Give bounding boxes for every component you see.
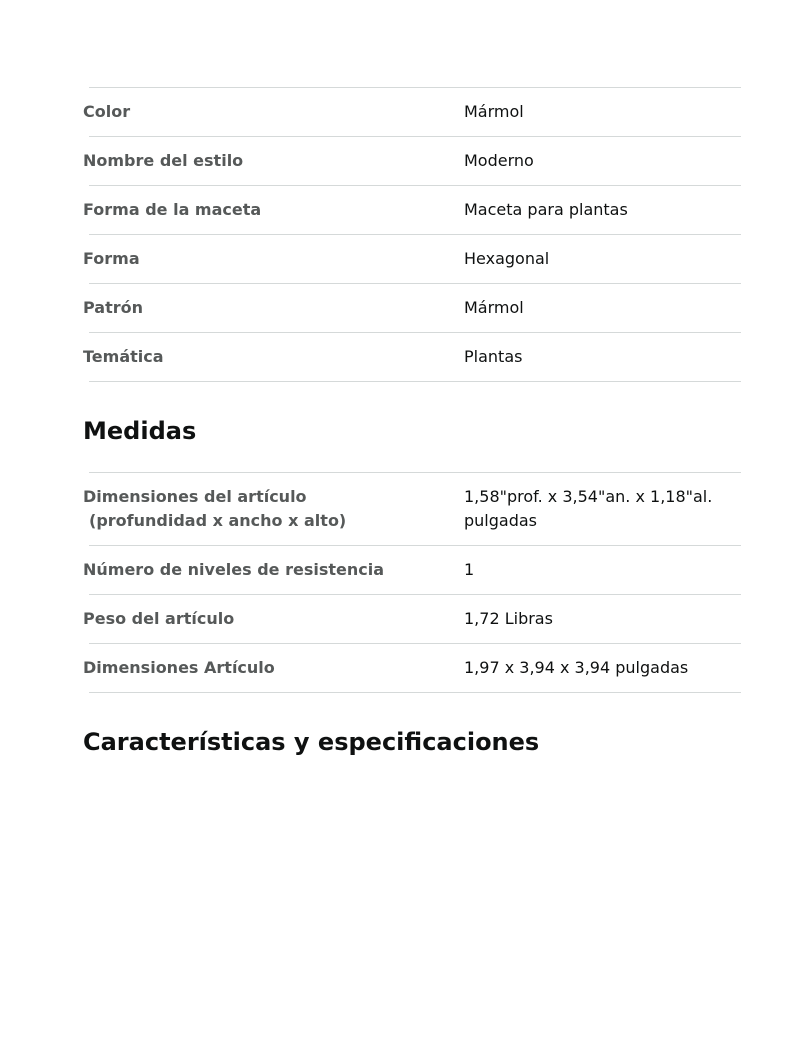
measurement-label: Número de niveles de resistencia	[83, 560, 385, 579]
section-title-medidas: Medidas	[83, 417, 197, 445]
attribute-value: Moderno	[464, 151, 534, 170]
measurement-value: 1,97 x 3,94 x 3,94 pulgadas	[464, 658, 689, 677]
table-row	[89, 88, 741, 137]
attribute-label: Forma	[83, 249, 140, 268]
measurement-label: Dimensiones del artículo (profundidad x ancho x alto)	[83, 487, 347, 530]
measurement-value: 1,72 Libras	[464, 609, 553, 628]
attribute-label: Patrón	[83, 298, 144, 317]
measurement-value: 1,58"prof. x 3,54"an. x 1,18"al. pulgadas	[464, 487, 713, 530]
measurement-label: Dimensiones Artículo	[83, 658, 275, 677]
attribute-value: Hexagonal	[464, 249, 550, 268]
attribute-label: Nombre del estilo	[83, 151, 244, 170]
measurement-label: Peso del artículo	[83, 609, 235, 628]
attribute-label: Temática	[83, 347, 164, 366]
attribute-value: Mármol	[464, 102, 524, 121]
attribute-value: Maceta para plantas	[464, 200, 628, 219]
table-row	[89, 235, 741, 284]
table-row	[89, 595, 741, 644]
measurements-table	[83, 472, 741, 693]
attribute-value: Plantas	[464, 347, 523, 366]
measurement-value: 1	[464, 560, 475, 579]
product-details-panel	[83, 87, 741, 758]
table-row	[89, 284, 741, 333]
table-row	[89, 186, 741, 235]
section-title-caracteristicas: Características y especificaciones	[83, 728, 540, 756]
attribute-label: Forma de la maceta	[83, 200, 262, 219]
table-row	[89, 546, 741, 595]
table-row	[89, 473, 741, 546]
attributes-table	[83, 87, 741, 382]
attribute-label: Color	[83, 102, 131, 121]
table-row	[89, 644, 741, 693]
table-row	[89, 333, 741, 382]
table-row	[89, 137, 741, 186]
attribute-value: Mármol	[464, 298, 524, 317]
